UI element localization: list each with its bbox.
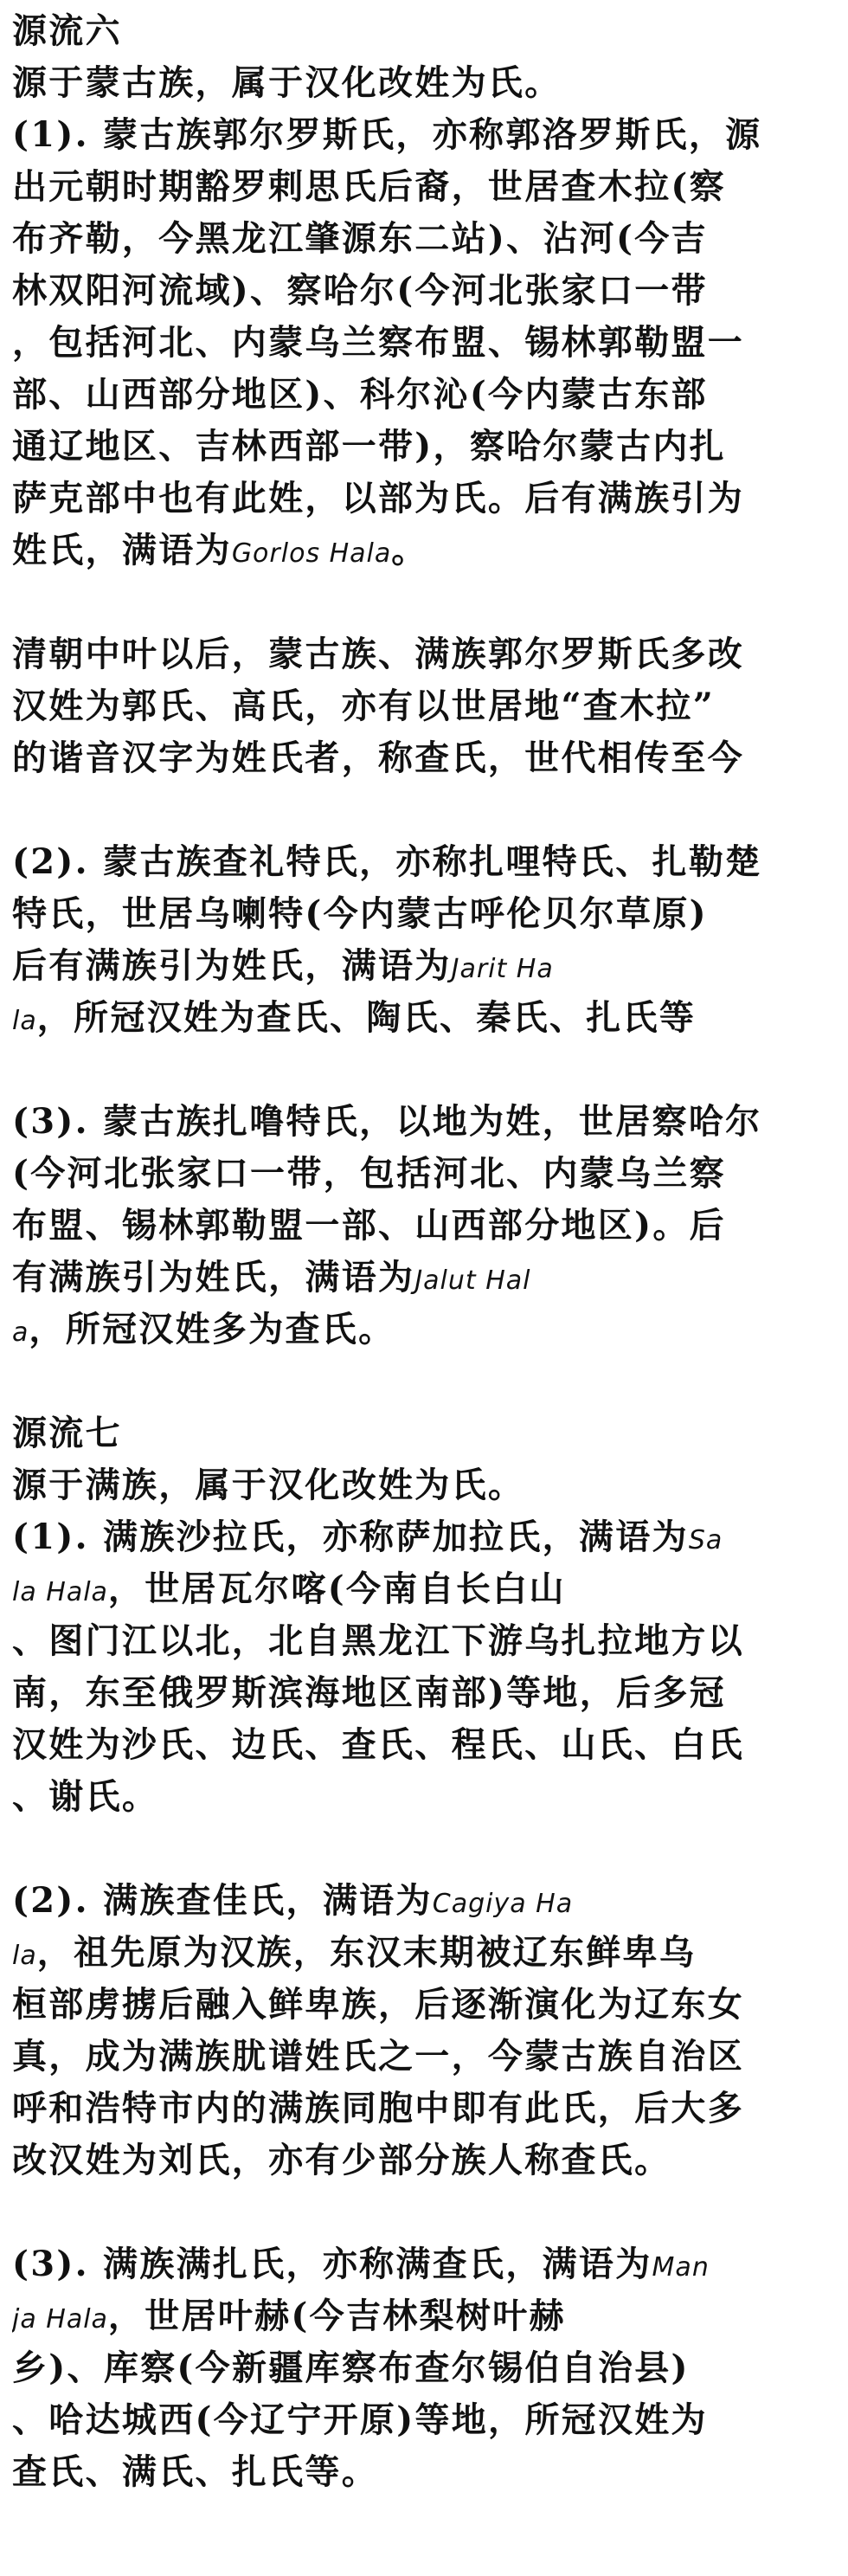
text-line: 乡)、库察(今新疆库察布查尔锡伯自治县) [12,2347,690,2388]
paragraph-gap [12,2186,839,2238]
paragraph-origin-6-item-3 [12,1096,839,1356]
manchu-transliteration: la [12,1006,37,1036]
manchu-transliteration: Gorlos Hala [231,538,392,569]
text-line: 查氏、满氏、扎氏等。 [12,2451,378,2492]
text-line: 汉姓为郭氏、高氏，亦有以世居地“查木拉” [12,686,716,726]
text-line: 布盟、锡林郭勒盟一部、山西部分地区)。后 [12,1205,726,1246]
line-text: 。 [391,530,428,570]
line-text: ，祖先原为汉族，东汉末期被辽东鲜卑乌 [36,1932,697,1973]
line-text: 有满族引为姓氏，满语为 [12,1257,415,1298]
paragraph-gap [12,1823,839,1875]
manchu-transliteration: la Hala [12,1577,108,1607]
text-line: 林双阳河流域)、察哈尔(今河北张家口一带 [12,270,708,311]
line-text: ，世居瓦尔喀(今南自长白山 [107,1568,566,1609]
paragraph-gap [12,1356,839,1407]
text-line [12,525,839,576]
line-text: ，所冠汉姓为查氏、陶氏、秦氏、扎氏等 [36,997,697,1038]
text-line: 、图门江以北，北自黑龙江下游乌扎拉地方以 [12,1620,744,1661]
text-line [12,1875,839,1927]
paragraph-origin-6-item-2 [12,836,839,1044]
manchu-transliteration: Jalut Hal [414,1265,531,1296]
text-line [12,2290,839,2342]
line-text: ，所冠汉姓多为查氏。 [29,1309,395,1349]
text-line: 部、山西部分地区)、科尔沁(今内蒙古东部 [12,374,708,415]
text-line: 桓部虏掳后融入鲜卑族，后逐渐演化为辽东女 [12,1984,744,2025]
text-line [12,1304,839,1356]
line-text: 后有满族引为姓氏，满语为 [12,945,452,986]
document-page [12,5,839,2498]
text-line: ，包括河北、内蒙乌兰察布盟、锡林郭勒盟一 [12,322,744,363]
manchu-transliteration: Jarit Ha [451,954,554,984]
manchu-transliteration: Man [652,2252,710,2283]
line-text: 姓氏，满语为 [12,530,232,570]
text-line [12,1927,839,1979]
text-line [12,2238,839,2290]
text-line: 萨克部中也有此姓，以部为氏。后有满族引为 [12,478,744,518]
manchu-transliteration: Sa [688,1525,723,1555]
line-text: (2). 满族查佳氏，满语为 [12,1880,433,1921]
section-intro-origin-7: 源于满族，属于汉化改姓为氏。 [12,1465,525,1505]
text-line: 、谢氏。 [12,1776,159,1817]
text-line [12,992,839,1044]
paragraph-origin-6-qing [12,628,839,784]
paragraph-origin-7-item-3 [12,2238,839,2498]
manchu-transliteration: la [12,1941,37,1971]
manchu-transliteration: Cagiya Ha [432,1889,574,1919]
text-line: 的谐音汉字为姓氏者，称查氏，世代相传至今 [12,737,744,778]
text-line: 南，东至俄罗斯滨海地区南部)等地，后多冠 [12,1672,726,1713]
text-line [12,1563,839,1615]
text-line: (3). 蒙古族扎噜特氏，以地为姓，世居察哈尔 [12,1101,762,1142]
line-text: (3). 满族满扎氏，亦称满查氏，满语为 [12,2244,652,2284]
text-line [12,940,839,992]
paragraph-gap [12,1044,839,1096]
text-line: (今河北张家口一带，包括河北、内蒙乌兰察 [12,1153,726,1194]
text-line: 清朝中叶以后，蒙古族、满族郭尔罗斯氏多改 [12,634,744,674]
text-line: 特氏，世居乌喇特(今内蒙古呼伦贝尔草原) [12,893,708,934]
manchu-transliteration: a [12,1317,29,1348]
text-line: 汉姓为沙氏、边氏、查氏、程氏、山氏、白氏 [12,1724,744,1765]
text-line: 呼和浩特市内的满族同胞中即有此氏，后大多 [12,2088,744,2128]
section-intro-origin-6: 源于蒙古族，属于汉化改姓为氏。 [12,62,562,103]
text-line: 、哈达城西(今辽宁开原)等地，所冠汉姓为 [12,2399,708,2440]
text-line: 布齐勒，今黑龙江肇源东二站)、沾河(今吉 [12,218,708,259]
text-line: 出元朝时期豁罗剌思氏后裔，世居查木拉(察 [12,166,726,207]
text-line: (1). 蒙古族郭尔罗斯氏，亦称郭洛罗斯氏，源 [12,114,762,155]
paragraph-origin-7-item-2 [12,1875,839,2186]
paragraph-gap [12,576,839,628]
text-line: 真，成为满族肬谱姓氏之一，今蒙古族自治区 [12,2036,744,2077]
line-text: ，世居叶赫(今吉林梨树叶赫 [107,2296,566,2336]
text-line: (2). 蒙古族查礼特氏，亦称扎哩特氏、扎勒楚 [12,841,762,882]
paragraph-origin-6-item-1 [12,109,839,576]
section-heading-origin-6: 源流六 [12,10,122,51]
text-line [12,1252,839,1304]
text-line: 改汉姓为刘氏，亦有少部分族人称查氏。 [12,2140,671,2180]
manchu-transliteration: ja Hala [12,2304,108,2334]
paragraph-origin-7-item-1 [12,1511,839,1823]
section-heading-origin-7: 源流七 [12,1413,122,1453]
line-text: (1). 满族沙拉氏，亦称萨加拉氏，满语为 [12,1517,689,1557]
paragraph-gap [12,784,839,836]
text-line: 通辽地区、吉林西部一带)，察哈尔蒙古内扎 [12,426,726,467]
text-line [12,1511,839,1563]
